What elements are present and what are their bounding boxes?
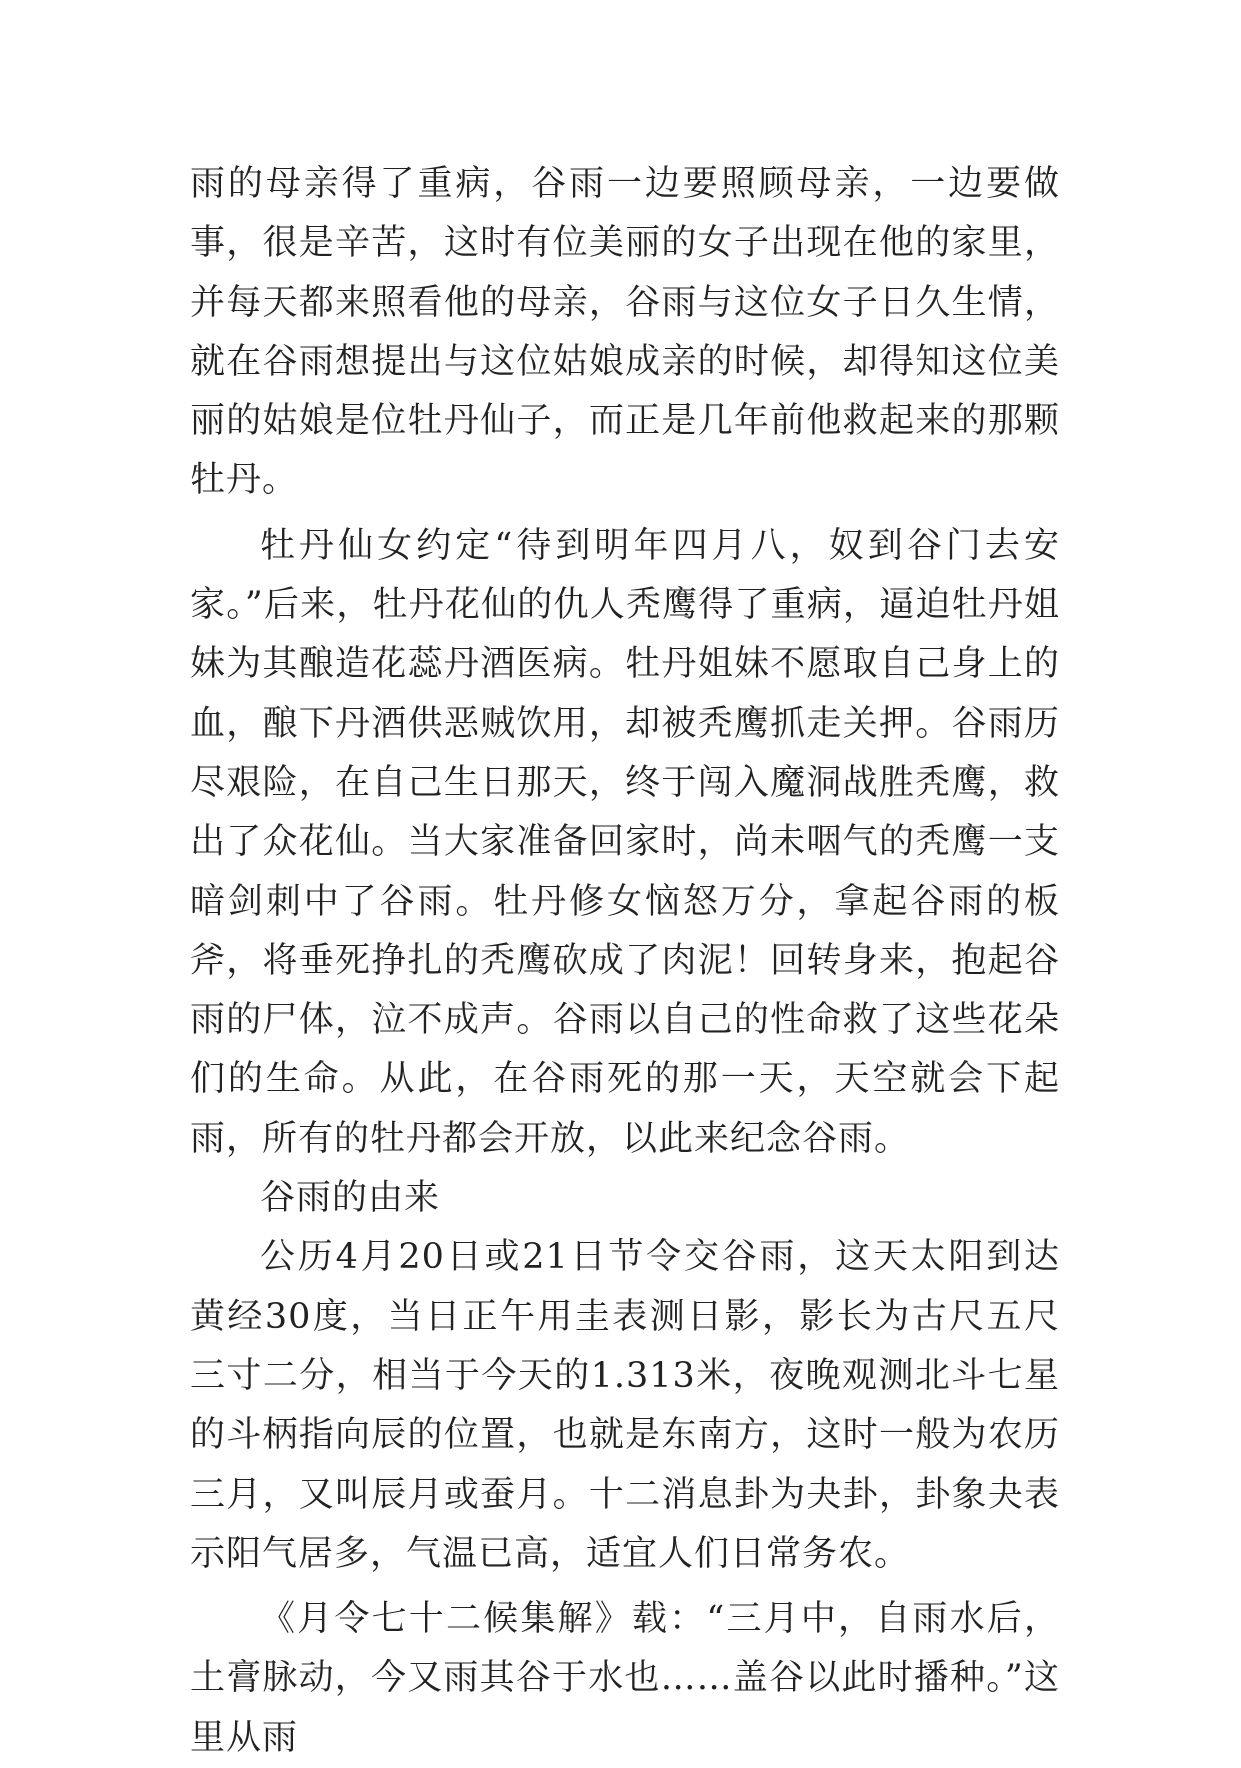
paragraph-story-continuation: 雨的母亲得了重病，谷雨一边要照顾母亲，一边要做事，很是辛苦，这时有位美丽的女子出现在他的家里，并每天都来照看他的母亲，谷雨与这位女子日久生情，就在谷雨想提出与这位姑娘成亲的时候，却得知这位美丽的姑娘是位牡丹仙子，而正是几年前他救起来的那颗牡丹。 — [190, 164, 1060, 501]
paragraph-solar-term: 公历4月20日或21日节令交谷雨，这天太阳到达黄经30度，当日正午用圭表测日影，影长为古尺五尺三寸二分，相当于今天的1.313米，夜晚观测北斗七星的斗柄指向辰的位置，也就是东南方，这时一般为农历三月，又叫辰月或蚕月。十二消息卦为夬卦，卦象夬表示阳气居多，气温已高，适宜人们日常务农。 — [190, 1237, 1060, 1574]
section-heading-origin: 谷雨的由来 — [260, 1178, 441, 1219]
paragraph-peony-fairy: 牡丹仙女约定“待到明年四月八，奴到谷门去安家。”后来，牡丹花仙的仇人秃鹰得了重病，逼迫牡丹姐妹为其酿造花蕊丹酒医病。牡丹姐妹不愿取自己身上的血，酿下丹酒供恶贼饮用，却被秃鹰抓走关押。谷雨历尽艰险，在自己生日那天，终于闯入魔洞战胜秃鹰，救出了众花仙。当大家准备回家时，尚未咽气的秃鹰一支暗剑刺中了谷雨。牡丹修女恼怒万分，拿起谷雨的板斧，将垂死挣扎的秃鹰砍成了肉泥！回转身来，抱起谷雨的尸体，泣不成声。谷雨以自己的性命救了这些花朵们的生命。从此，在谷雨死的那一天，天空就会下起雨，所有的牡丹都会开放，以此来纪念谷雨。 — [190, 525, 1060, 1159]
paragraph-classic-quote: 《月令七十二候集解》载：“三月中，自雨水后，土膏脉动，今又雨其谷于水也……盖谷以此时播种。”这里从雨 — [190, 1599, 1060, 1758]
document-page — [190, 155, 1060, 1768]
